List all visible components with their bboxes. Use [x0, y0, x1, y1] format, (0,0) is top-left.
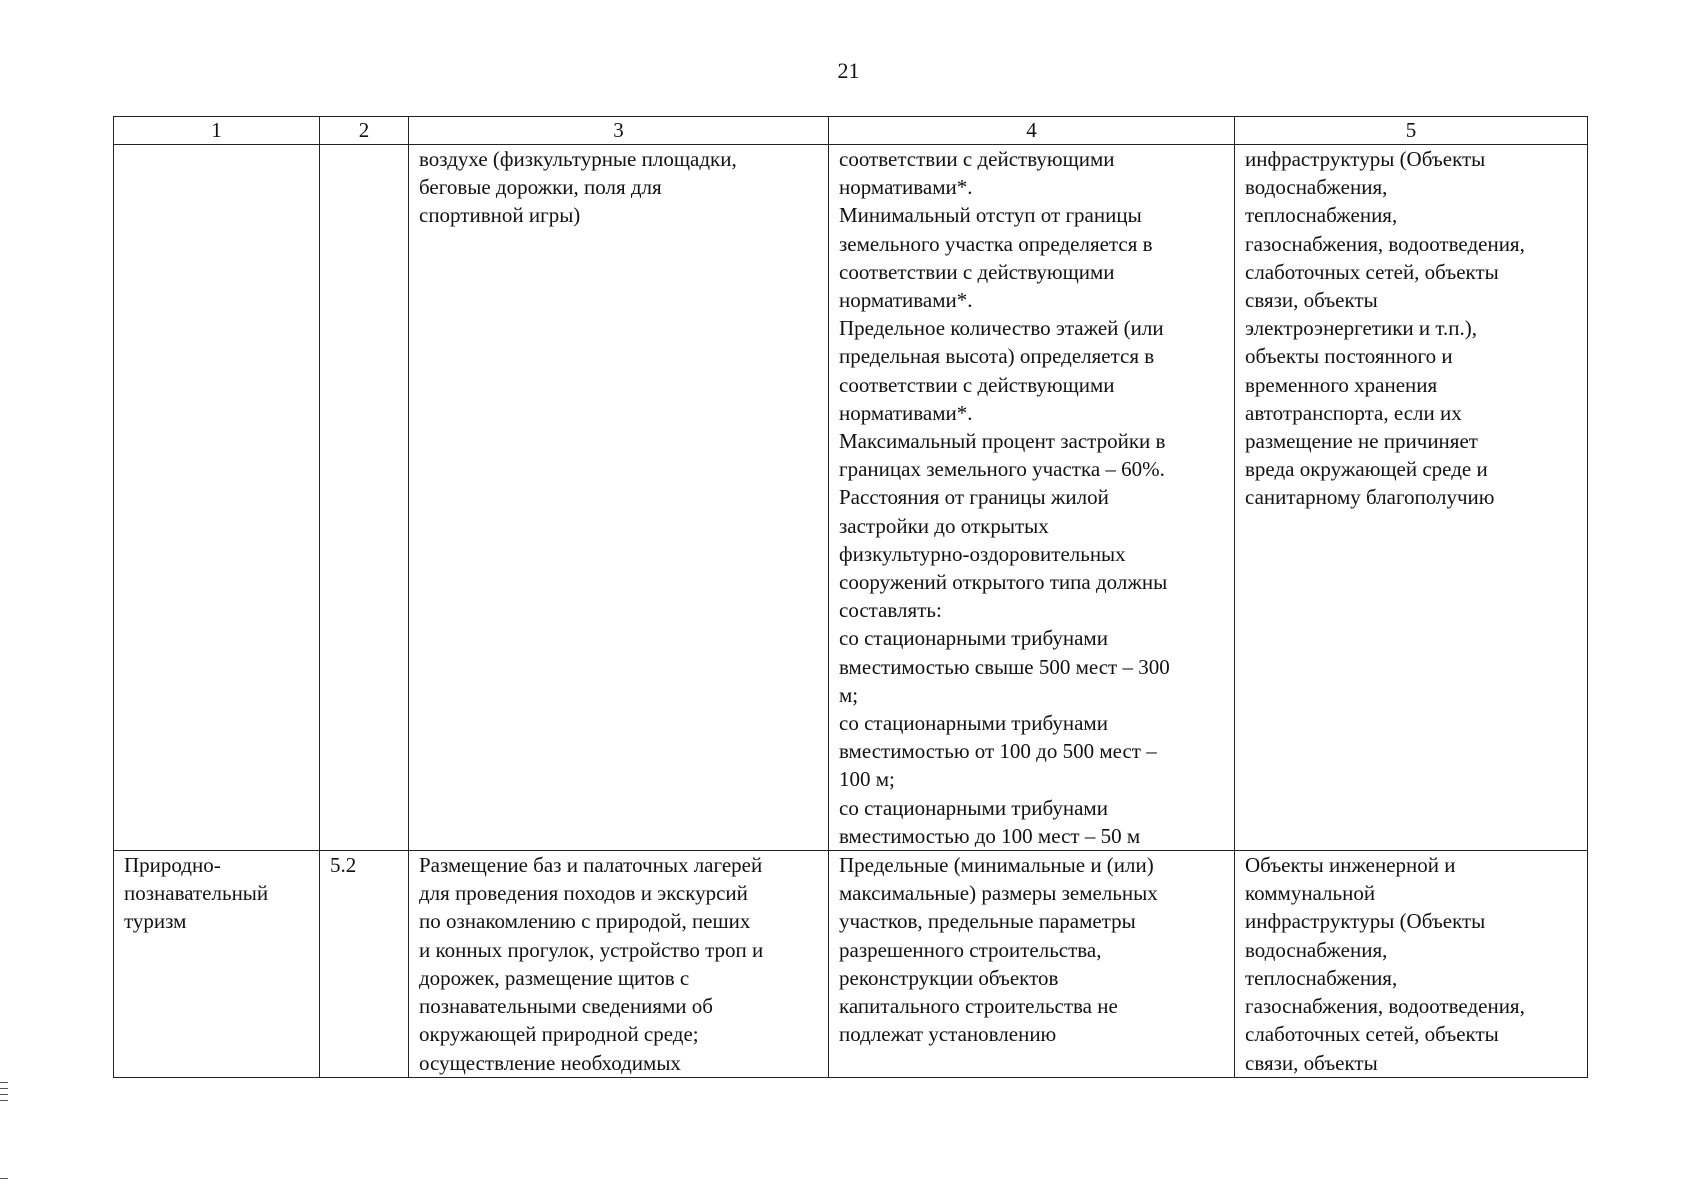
- column-header-1: 1: [114, 117, 320, 145]
- cell-land-use-name: [114, 145, 320, 851]
- cell-land-use-code: 5.2: [320, 851, 409, 1078]
- cell-parameters: соответствии с действующими нормативами*. Минимальный отступ от границы земельного участка определяется в соответствии с действующими нормативами*. Предельное количество этажей (или предельная высота) определяется в соответствии с действующими нормативами*. Максимальный процент застройки в границах земельного участка – 60%. Расстояния от границы жилой застройки до открытых физкультурно-оздоровительных сооружений открытого типа должны составлять: со стационарными трибунами вместимостью свыше 500 мест – 300 м; со стационарными трибунами вместимостью от 100 до 500 мест – 100 м; со стационарными трибунами вместимостью до 100 мест – 50 м: [829, 145, 1235, 851]
- document-table: [113, 116, 1588, 1078]
- column-header-3: 3: [409, 117, 829, 145]
- scan-margin-mark: [0, 1100, 8, 1101]
- column-header-5: 5: [1235, 117, 1588, 145]
- scan-margin-mark: [0, 1088, 8, 1089]
- cell-description: Размещение баз и палаточных лагерей для проведения походов и экскурсий по ознакомлению с природой, пеших и конных прогулок, устройство троп и дорожек, размещение щитов с познавательными сведениями об окружающей природной среде; осуществление необходимых: [409, 851, 829, 1078]
- scan-margin-mark: [0, 1082, 8, 1083]
- page-number: 21: [837, 58, 860, 83]
- cell-land-use-name: Природно- познавательный туризм: [114, 851, 320, 1078]
- scan-margin-mark: [0, 1094, 8, 1095]
- table-row: [114, 851, 1588, 1078]
- cell-auxiliary-uses: инфраструктуры (Объекты водоснабжения, теплоснабжения, газоснабжения, водоотведения, слаботочных сетей, объекты связи, объекты электроэнергетики и т.п.), объекты постоянного и временного хранения автотранспорта, если их размещение не причиняет вреда окружающей среде и санитарному благополучию: [1235, 145, 1588, 851]
- scan-margin-mark: [0, 1178, 8, 1179]
- table-header-row: [114, 117, 1588, 145]
- cell-auxiliary-uses: Объекты инженерной и коммунальной инфраструктуры (Объекты водоснабжения, теплоснабжения, газоснабжения, водоотведения, слаботочных сетей, объекты связи, объекты: [1235, 851, 1588, 1078]
- column-header-4: 4: [829, 117, 1235, 145]
- column-header-2: 2: [320, 117, 409, 145]
- cell-description: воздухе (физкультурные площадки, беговые дорожки, поля для спортивной игры): [409, 145, 829, 851]
- cell-land-use-code: [320, 145, 409, 851]
- table-row: [114, 145, 1588, 851]
- cell-parameters: Предельные (минимальные и (или) максимальные) размеры земельных участков, предельные параметры разрешенного строительства, реконструкции объектов капитального строительства не подлежат установлению: [829, 851, 1235, 1078]
